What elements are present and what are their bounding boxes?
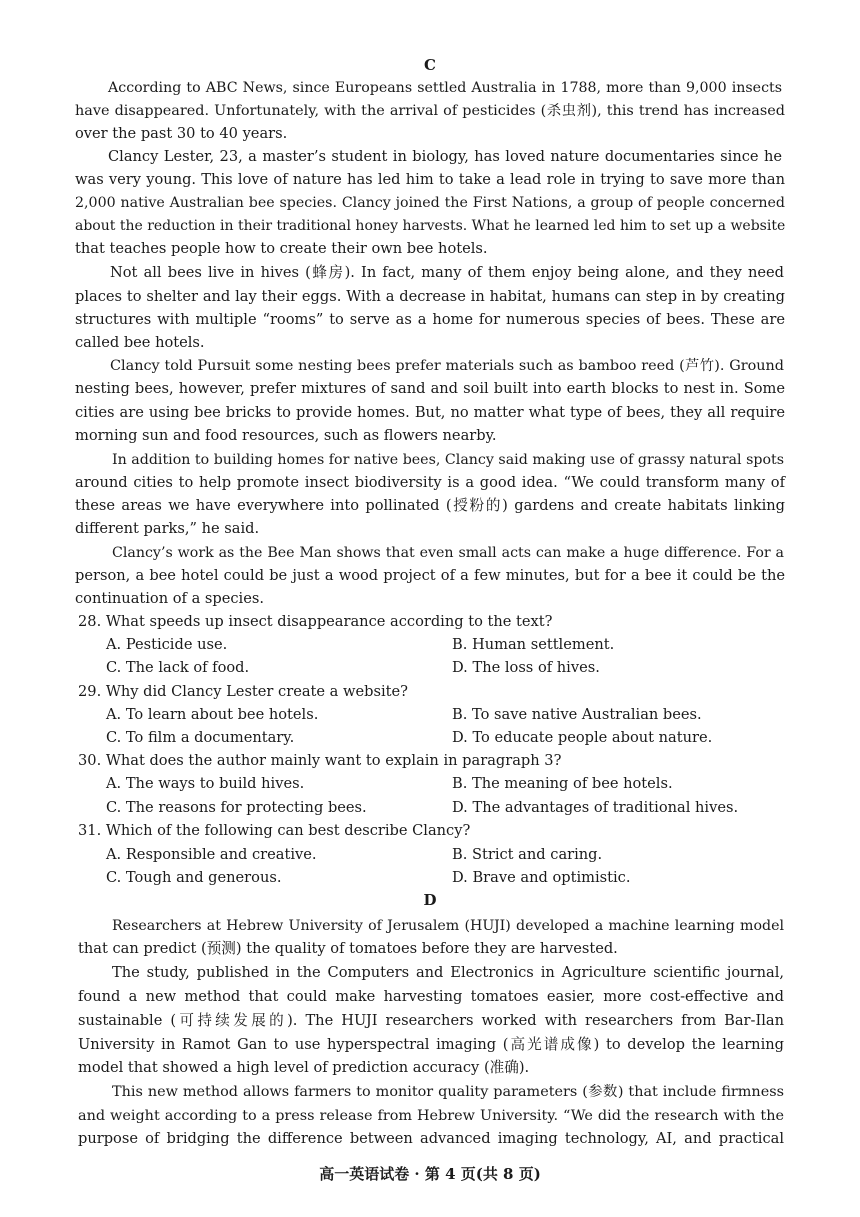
passage-line: sustainable (可持续发展的). The HUJI researchers worked with researchers from Bar-Ilan [78, 1012, 784, 1029]
passage-line: In addition to building homes for native bees, Clancy said making use of grassy natural spots [112, 452, 784, 468]
passage-line: person, a bee hotel could be just a wood project of a few minutes, but for a bee it could be the [75, 567, 785, 584]
passage-line: these areas we have everywhere into pollinated (授粉的) gardens and create habitats linking [75, 497, 785, 514]
passage-line: structures with multiple “rooms” to serve as a home for numerous species of bees. These are [75, 311, 785, 328]
passage-line: Not all bees live in hives (蜂房). In fact, many of them enjoy being alone, and they need [110, 264, 784, 281]
question-29-option-a: A. To learn about bee hotels. [106, 706, 319, 723]
question-29-stem: 29. Why did Clancy Lester create a website? [78, 683, 408, 700]
passage-line: Researchers at Hebrew University of Jerusalem (HUJI) developed a machine learning model [112, 918, 784, 934]
passage-line: and weight according to a press release from Hebrew University. “We did the research with the [78, 1108, 784, 1124]
passage-line: places to shelter and lay their eggs. With a decrease in habitat, humans can step in by creating [75, 288, 785, 305]
question-30-option-a: A. The ways to build hives. [106, 775, 305, 792]
passage-line: According to ABC News, since Europeans settled Australia in 1788, more than 9,000 insects [108, 80, 782, 96]
question-31-option-b: B. Strict and caring. [452, 846, 603, 863]
question-28-option-b: B. Human settlement. [452, 636, 615, 653]
passage-line: that can predict (预测) the quality of tomatoes before they are harvested. [78, 940, 618, 957]
question-29-option-c: C. To film a documentary. [106, 729, 295, 746]
passage-line: around cities to help promote insect biodiversity is a good idea. “We could transform many of [75, 474, 785, 491]
question-29-option-d: D. To educate people about nature. [452, 729, 713, 746]
passage-line: Clancy Lester, 23, a master’s student in biology, has loved nature documentaries since he [108, 148, 782, 165]
passage-line: model that showed a high level of prediction accuracy (准确). [78, 1059, 530, 1076]
question-30-stem: 30. What does the author mainly want to explain in paragraph 3? [78, 752, 562, 769]
question-31-option-a: A. Responsible and creative. [106, 846, 317, 863]
question-31-stem: 31. Which of the following can best describe Clancy? [78, 822, 471, 839]
passage-line: University in Ramot Gan to use hyperspectral imaging (高光谱成像) to develop the learning [78, 1036, 784, 1053]
passage-line: morning sun and food resources, such as flowers nearby. [75, 427, 497, 444]
passage-line: continuation of a species. [75, 590, 264, 607]
question-31-option-c: C. Tough and generous. [106, 869, 282, 886]
section-c-heading: C [424, 56, 436, 74]
question-28-option-d: D. The loss of hives. [452, 659, 600, 676]
passage-line: found a new method that could make harvesting tomatoes easier, more cost-effective and [78, 988, 784, 1005]
question-30-option-d: D. The advantages of traditional hives. [452, 799, 739, 816]
passage-line: was very young. This love of nature has led him to take a lead role in trying to save more than [75, 171, 785, 188]
question-28-option-c: C. The lack of food. [106, 659, 250, 676]
passage-line: cities are using bee bricks to provide homes. But, no matter what type of bees, they all require [75, 404, 785, 421]
passage-line: have disappeared. Unfortunately, with the arrival of pesticides (杀虫剂), this trend has increased [75, 103, 785, 119]
page-footer: 高一英语试卷 · 第 4 页(共 8 页) [319, 1165, 541, 1183]
passage-line: The study, published in the Computers and Electronics in Agriculture scientific journal, [112, 964, 784, 981]
passage-line: This new method allows farmers to monitor quality parameters (参数) that include firmness [112, 1084, 784, 1100]
question-31-option-d: D. Brave and optimistic. [452, 869, 631, 886]
passage-line: about the reduction in their traditional honey harvests. What he learned led him to set up a website [75, 218, 786, 234]
question-29-option-b: B. To save native Australian bees. [452, 706, 702, 723]
passage-line: Clancy told Pursuit some nesting bees prefer materials such as bamboo reed (芦竹). Ground [110, 358, 784, 374]
passage-line: that teaches people how to create their own bee hotels. [75, 240, 488, 257]
question-28-stem: 28. What speeds up insect disappearance according to the text? [78, 613, 553, 630]
passage-line: Clancy’s work as the Bee Man shows that even small acts can make a huge difference. For a [112, 545, 784, 561]
section-d-heading: D [423, 891, 437, 909]
passage-line: different parks,” he said. [75, 520, 260, 537]
passage-line: purpose of bridging the difference between advanced imaging technology, AI, and practical [78, 1130, 784, 1147]
passage-line: over the past 30 to 40 years. [75, 125, 288, 142]
passage-line: 2,000 native Australian bee species. Clancy joined the First Nations, a group of people concerned [75, 195, 785, 211]
passage-line: called bee hotels. [75, 334, 205, 351]
question-30-option-b: B. The meaning of bee hotels. [452, 775, 673, 792]
passage-line: nesting bees, however, prefer mixtures of sand and soil built into earth blocks to nest in. Some [75, 380, 785, 397]
question-30-option-c: C. The reasons for protecting bees. [106, 799, 367, 816]
question-28-option-a: A. Pesticide use. [106, 636, 228, 653]
